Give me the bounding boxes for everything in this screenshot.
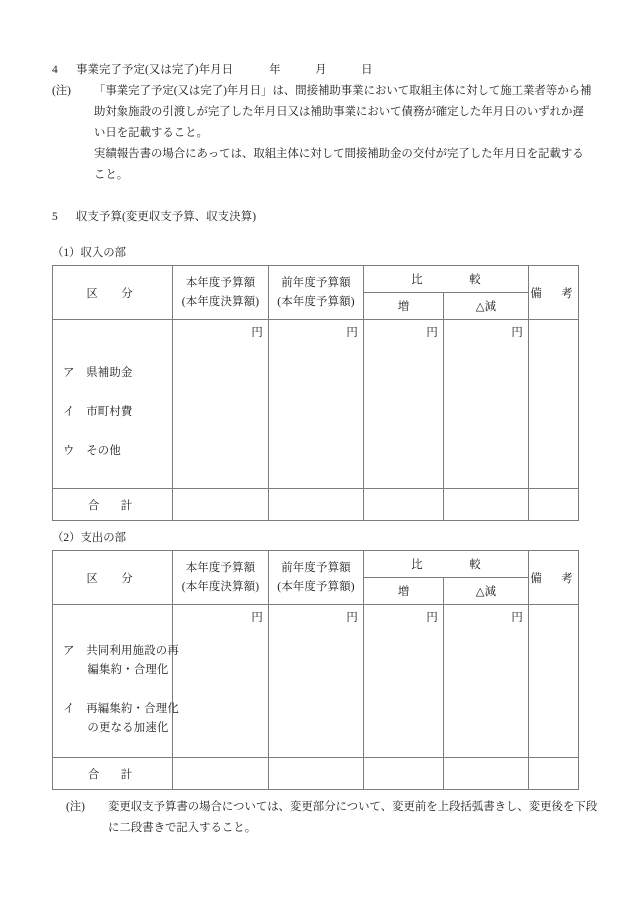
income-current-year-currency: 円 [251,327,263,339]
section-4-note-line-1: 「事業完了予定(又は完了)年月日」は、間接補助事業において取組主体に対して施工業者等から補 [94,85,592,97]
expense-decrease-currency: 円 [511,612,524,624]
expense-header-remarks: 備 考 [529,551,579,605]
income-header-decrease: △減 [444,293,529,320]
section-4-note [52,81,592,186]
income-previous-year-cell[interactable] [269,320,364,489]
expense-increase-cell[interactable] [364,605,444,758]
income-table-body-row [53,320,579,489]
expense-table-total-row [53,758,579,790]
subsection-expense-label: （2）支出の部 [52,532,127,544]
expense-table-body-row [53,605,579,758]
expense-decrease-cell[interactable] [444,605,529,758]
expense-table-header-row-1 [53,551,579,578]
income-header-kubun: 区 分 [53,266,173,320]
expense-total-previous-year-cell[interactable] [269,758,364,790]
income-header-increase: 増 [364,293,444,320]
section-5-number: 5 [52,211,58,223]
expense-item-1-marker: イ [63,703,75,715]
section-4-note-marker: (注) [52,85,71,97]
expense-header-previous-year [269,551,364,605]
income-header-current-year-line1: 本年度予算額 [185,276,256,289]
expense-item-1 [63,700,179,738]
income-header-current-year [173,266,269,320]
income-item-0-label: 県補助金 [86,367,133,379]
income-total-decrease-cell[interactable] [444,489,529,521]
expense-header-kubun: 区 分 [53,551,173,605]
income-total-remarks-cell[interactable] [529,489,579,521]
expense-header-current-year-line2: (本年度決算額) [181,580,260,593]
expense-header-comparison: 比 較 [364,551,529,578]
income-total-increase-cell[interactable] [364,489,444,521]
income-previous-year-currency: 円 [346,327,358,339]
expense-remarks-cell[interactable] [529,605,579,758]
income-item-2-marker: ウ [63,445,75,457]
income-table-header-row-1 [53,266,579,293]
expense-header-previous-year-line2: (本年度予算額) [277,580,355,593]
expense-total-decrease-cell[interactable] [444,758,529,790]
expense-total-label-cell [53,758,173,790]
income-item-1-marker: イ [63,406,75,418]
income-header-remarks: 備 考 [529,266,579,320]
income-table [52,265,579,521]
final-note-line-1: 変更収支予算書の場合については、変更部分について、変更前を上段括弧書きし、変更後を下段 [108,801,598,813]
expense-total-current-year-cell[interactable] [173,758,269,790]
income-header-previous-year [269,266,364,320]
final-note-marker: (注) [66,801,85,813]
section-4-note-line-2: 助対象施設の引渡しが完了した年月日又は補助事業において債務が確定した年月日のいずれか遅 [94,106,584,118]
income-remarks-cell[interactable] [529,320,579,489]
expense-items-cell [53,605,179,758]
income-increase-cell[interactable] [364,320,444,489]
subsection-income-label: （1）収入の部 [52,247,127,259]
income-decrease-cell[interactable] [444,320,529,489]
expense-item-1-label-line2: の更なる加速化 [87,722,169,734]
section-4-heading [52,60,373,81]
income-table-total-row [53,489,579,521]
expense-total-increase-cell[interactable] [364,758,444,790]
expense-previous-year-cell[interactable] [269,605,364,758]
expense-header-decrease: △減 [444,578,529,605]
section-4-number: 4 [52,64,58,76]
income-header-previous-year-line1: 前年度予算額 [281,276,351,289]
expense-header-previous-year-line1: 前年度予算額 [281,561,351,574]
income-item-2 [63,442,121,461]
income-item-2-label: その他 [86,445,121,457]
expense-total-remarks-cell[interactable] [529,758,579,790]
expense-header-increase: 増 [364,578,444,605]
income-item-0 [63,364,133,383]
expense-table [52,550,579,790]
income-total-label-cell [53,489,173,521]
income-total-label: 合 計 [87,499,138,512]
expense-total-label: 合 計 [87,768,138,781]
final-note [66,797,598,839]
income-decrease-currency: 円 [511,327,524,339]
income-total-current-year-cell[interactable] [173,489,269,521]
section-4-date-fields: 年 月 日 [269,64,373,76]
income-header-current-year-line2: (本年度決算額) [181,295,260,308]
expense-item-0-label-line1: 共同利用施設の再 [86,645,179,657]
expense-item-0-marker: ア [63,645,75,657]
income-items-cell [53,320,173,489]
section-5-heading [52,207,256,228]
section-4-note-line-5: こと。 [94,169,129,181]
income-item-0-marker: ア [63,367,75,379]
expense-header-current-year [173,551,269,605]
section-4-note-line-3: い日を記載すること。 [94,127,208,139]
section-4-title: 事業完了予定(又は完了)年月日 [76,64,234,76]
expense-current-year-cell[interactable] [173,605,269,758]
income-item-1-label: 市町村費 [86,406,133,418]
expense-item-0-label-line2: 編集約・合理化 [87,664,169,676]
income-current-year-cell[interactable] [173,320,269,489]
expense-current-year-currency: 円 [251,612,263,624]
section-4-note-line-4: 実績報告書の場合にあっては、取組主体に対して間接補助金の交付が完了した年月日を記載する [94,148,584,160]
section-5-title: 収支予算(変更収支予算、収支決算) [76,211,257,223]
expense-increase-currency: 円 [426,612,438,624]
expense-previous-year-currency: 円 [346,612,358,624]
income-total-previous-year-cell[interactable] [269,489,364,521]
income-header-previous-year-line2: (本年度予算額) [277,295,355,308]
final-note-line-2: に二段書きで記入すること。 [108,822,257,834]
expense-item-0 [63,642,179,680]
expense-item-1-label-line1: 再編集約・合理化 [86,703,179,715]
income-increase-currency: 円 [426,327,438,339]
income-header-comparison: 比 較 [364,266,529,293]
income-item-1 [63,403,133,422]
expense-header-current-year-line1: 本年度予算額 [185,561,256,574]
